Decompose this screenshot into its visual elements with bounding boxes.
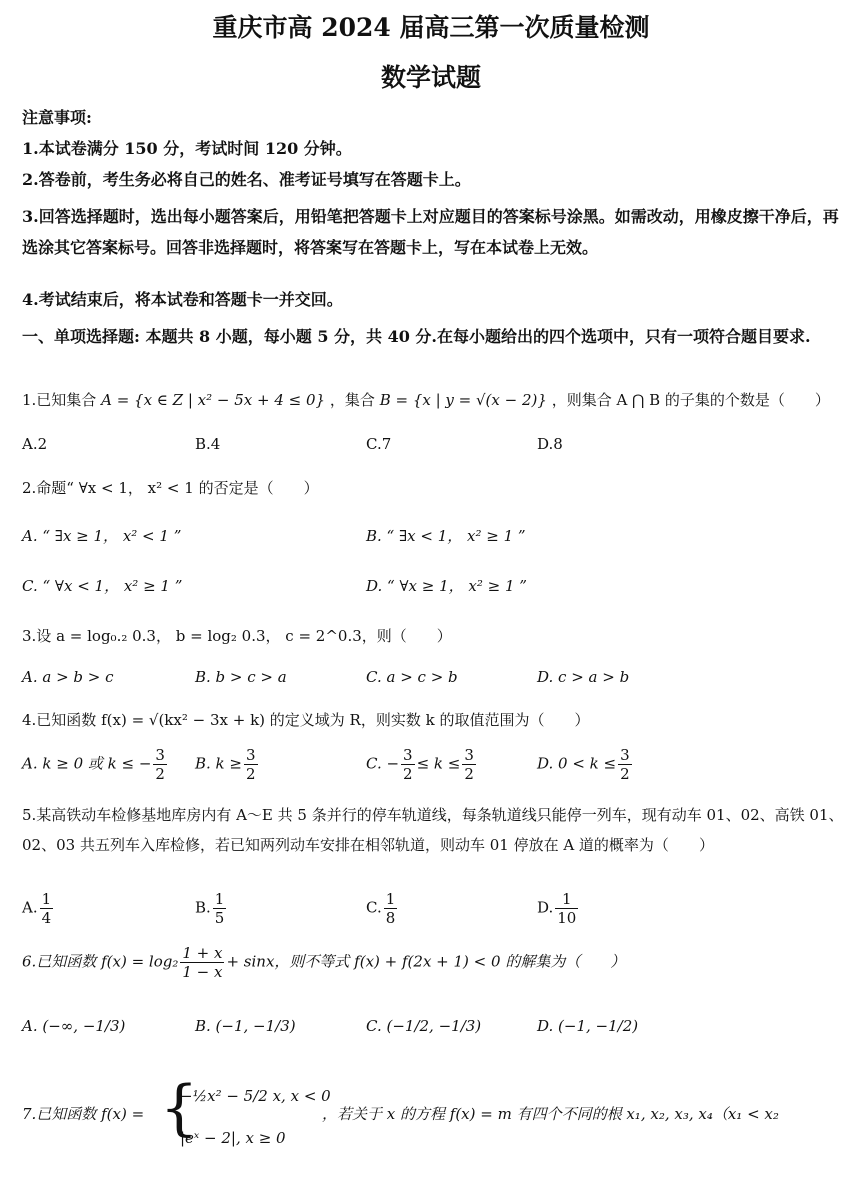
question-4-stem: 4.已知函数 f(x) = √(kx² − 3x + k) 的定义域为 R，则实数 k 的取值范围为（ ） xyxy=(22,711,590,729)
q6-stem-pre: 6.已知函数 f(x) = log₂ xyxy=(22,952,179,971)
q4-option-d xyxy=(537,746,634,783)
q5-b-num: 1 xyxy=(214,890,225,908)
q5-a-fraction xyxy=(40,890,54,927)
q7-suffix: ，若关于 x 的方程 f(x) = m 有四个不同的根 x₁, x₂, x₃, x₄（x₁ < x₂ xyxy=(322,1105,779,1123)
q6-option-b: B. (−1, −1/3) xyxy=(195,1017,296,1035)
exam-subtitle: 数学试题 xyxy=(380,63,481,92)
q4-option-a xyxy=(22,746,169,783)
q5-c-fraction xyxy=(384,890,398,927)
q5-c-den: 8 xyxy=(385,909,396,927)
q2-option-a: A. “ ∃x ≥ 1， x² < 1 ” xyxy=(22,527,182,545)
q4-b-den: 2 xyxy=(246,765,256,783)
q4-c-fraction-2 xyxy=(462,746,476,783)
q1-set-b: B = {x | y = √(x − 2)} xyxy=(379,391,547,409)
q5-b-den: 5 xyxy=(214,909,225,927)
q4-a-num: 3 xyxy=(155,746,165,764)
q5-c-label: C. xyxy=(366,898,382,917)
q1-mid: ，集合 xyxy=(329,391,375,409)
question-6-stem xyxy=(22,944,852,981)
q4-c-fraction-1 xyxy=(401,746,415,783)
notice-item-2: 2.答卷前，考生务必将自己的姓名、准考证号填写在答题卡上。 xyxy=(22,170,471,189)
q4-c-mid: ≤ k ≤ xyxy=(416,754,461,773)
q2-option-c: C. “ ∀x < 1， x² ≥ 1 ” xyxy=(22,577,183,595)
q5-a-num: 1 xyxy=(41,890,52,908)
q5-option-c xyxy=(366,890,399,927)
notice-item-4: 4.考试结束后，将本试卷和答题卡一并交回。 xyxy=(22,290,343,309)
question-2-stem: 2.命题“ ∀x < 1， x² < 1 的否定是（ ） xyxy=(22,479,319,497)
q5-d-fraction xyxy=(555,890,578,927)
q6-option-a: A. (−∞, −1/3) xyxy=(22,1017,126,1035)
q4-d-num: 3 xyxy=(620,746,630,764)
notice-item-1: 1.本试卷满分 150 分，考试时间 120 分钟。 xyxy=(22,139,352,158)
q5-a-label: A. xyxy=(22,898,38,917)
q6-frac-den: 1 − x xyxy=(182,963,223,981)
q5-option-b xyxy=(195,890,228,927)
question-3-stem: 3.设 a = log₀.₂ 0.3， b = log₂ 0.3， c = 2^0.3，则（ ） xyxy=(22,627,452,645)
q1-option-a: A.2 xyxy=(22,435,48,453)
q7-piece-2: |eˣ − 2|, x ≥ 0 xyxy=(180,1129,286,1147)
notice-item-3: 3.回答选择题时，选出每小题答案后，用铅笔把答题卡上对应题目的答案标号涂黑。如需改动，用橡皮擦干净后，再选涂其它答案标号。回答非选择题时，将答案写在答题卡上，写在本试卷上无效。 xyxy=(22,207,839,257)
q4-b-text: B. k ≥ xyxy=(195,754,242,773)
q1-option-d: D.8 xyxy=(537,435,563,453)
q6-fraction xyxy=(180,944,224,981)
q5-option-a xyxy=(22,890,55,927)
q7-piece-1: −½x² − 5/2 x, x < 0 xyxy=(180,1087,331,1105)
q4-b-fraction xyxy=(244,746,258,783)
q5-d-num: 1 xyxy=(555,890,578,909)
q2-option-d: D. “ ∀x ≥ 1， x² ≥ 1 ” xyxy=(366,577,527,595)
q2-option-b: B. “ ∃x < 1， x² ≥ 1 ” xyxy=(366,527,526,545)
q6-stem-post: + sinx，则不等式 f(x) + f(2x + 1) < 0 的解集为（ ） xyxy=(226,952,626,971)
q7-prefix: 7.已知函数 f(x) = xyxy=(22,1105,145,1123)
notice-heading: 注意事项: xyxy=(22,108,92,127)
q4-c-num-2: 3 xyxy=(464,746,474,764)
q1-suffix: ，则集合 A ⋂ B 的子集的个数是（ ） xyxy=(551,391,830,409)
q4-a-den: 2 xyxy=(155,765,165,783)
q5-option-d xyxy=(537,890,580,927)
q1-set-a: A = {x ∈ Z | x² − 5x + 4 ≤ 0} xyxy=(101,391,326,409)
q4-c-den-1: 2 xyxy=(403,765,413,783)
q5-a-den: 4 xyxy=(41,909,52,927)
q4-b-num: 3 xyxy=(246,746,256,764)
q5-d-label: D. xyxy=(537,898,554,917)
q5-c-num: 1 xyxy=(385,890,396,908)
q4-a-text: A. k ≥ 0 或 k ≤ − xyxy=(22,754,152,773)
section-1-heading: 一、单项选择题: 本题共 8 小题，每小题 5 分，共 40 分.在每小题给出的四个选项中，只有一项符合题目要求. xyxy=(22,327,811,346)
question-1-stem xyxy=(22,390,852,410)
q6-frac-num: 1 + x xyxy=(182,944,223,962)
q6-option-c: C. (−1/2, −1/3) xyxy=(366,1017,482,1035)
q5-b-fraction xyxy=(213,890,227,927)
question-5-stem: 5.某高铁动车检修基地库房内有 A～E 共 5 条并行的停车轨道线，每条轨道线只能停一列车，现有动车 01、02、高铁 01、02、03 共五列车入库检修，若已知两列动车安排在相邻轨道，则动车 01 停放在 A 道的概率为（ ） xyxy=(22,806,844,854)
q4-c-text: C. − xyxy=(366,754,400,773)
q4-d-fraction xyxy=(618,746,632,783)
q6-option-d: D. (−1, −1/2) xyxy=(537,1017,639,1035)
q3-option-a: A. a > b > c xyxy=(22,668,114,686)
q4-c-den-2: 2 xyxy=(464,765,474,783)
q4-option-c xyxy=(366,746,478,783)
q1-prefix: 1.已知集合 xyxy=(22,391,97,409)
q7-left-brace: { xyxy=(160,1073,199,1143)
q1-option-b: B.4 xyxy=(195,435,221,453)
q4-option-b xyxy=(195,746,260,783)
q5-d-den: 10 xyxy=(557,909,577,927)
q4-c-num-1: 3 xyxy=(403,746,413,764)
q4-d-text: D. 0 < k ≤ xyxy=(537,754,617,773)
q3-option-d: D. c > a > b xyxy=(537,668,630,686)
q4-d-den: 2 xyxy=(620,765,630,783)
q3-option-b: B. b > c > a xyxy=(195,668,287,686)
q3-option-c: C. a > c > b xyxy=(366,668,458,686)
q1-option-c: C.7 xyxy=(366,435,392,453)
q5-b-label: B. xyxy=(195,898,211,917)
exam-title: 重庆市高 2024 届高三第一次质量检测 xyxy=(212,13,650,42)
q4-a-fraction xyxy=(153,746,167,783)
